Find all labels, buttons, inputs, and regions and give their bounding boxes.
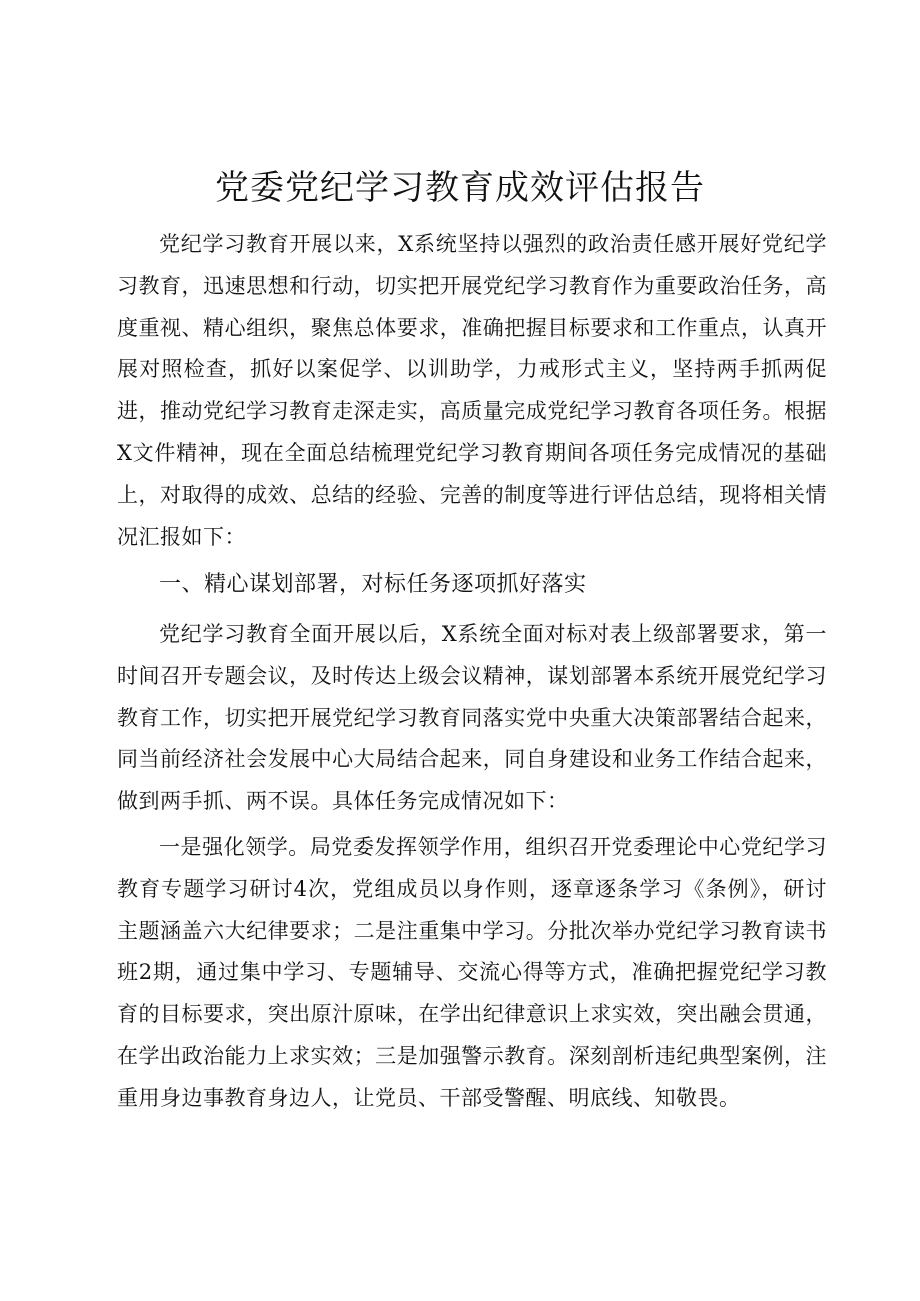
section-1-paragraph-2: 一是强化领学。局党委发挥领学作用，组织召开党委理论中心党纪学习教育专题学习研讨4次，党组成员以身作则，逐章逐条学习《条例》，研讨主题涵盖六大纪律要求；二是注重集中学习。分批次举办党纪学习教育读书班2期，通过集中学习、专题辅导、交流心得等方式，准确把握党纪学习教育的目标要求，突出原汁原味，在学出纪律意识上求实效，突出融会贯通，在学出政治能力上求实效；三是加强警示教育。深刻剖析违纪典型案例，注重用身边事教育身边人，让党员、干部受警醒、明底线、知敬畏。 [117, 835, 827, 1110]
section-heading-1: 一、精心谋划部署，对标任务逐项抓好落实 [159, 572, 587, 597]
section-1-paragraph-1: 党纪学习教育全面开展以后，X系统全面对标对表上级部署要求，第一时间召开专题会议，及时传达上级会议精神，谋划部署本系统开展党纪学习教育工作，切实把开展党纪学习教育同落实党中央重大决策部署结合起来，同当前经济社会发展中心大局结合起来，同自身建设和业务工作结合起来，做到两手抓、两不误。具体任务完成情况如下： [117, 622, 827, 814]
document-title: 党委党纪学习教育成效评估报告 [215, 168, 705, 208]
intro-paragraph: 党纪学习教育开展以来，X系统坚持以强烈的政治责任感开展好党纪学习教育，迅速思想和行动，切实把开展党纪学习教育作为重要政治任务，高度重视、精心组织，聚焦总体要求，准确把握目标要求和工作重点，认真开展对照检查，抓好以案促学、以训助学，力戒形式主义，坚持两手抓两促进，推动党纪学习教育走深走实，高质量完成党纪学习教育各项任务。根据X文件精神，现在全面总结梳理党纪学习教育期间各项任务完成情况的基础上，对取得的成效、总结的经验、完善的制度等进行评估总结，现将相关情况汇报如下： [117, 232, 827, 549]
